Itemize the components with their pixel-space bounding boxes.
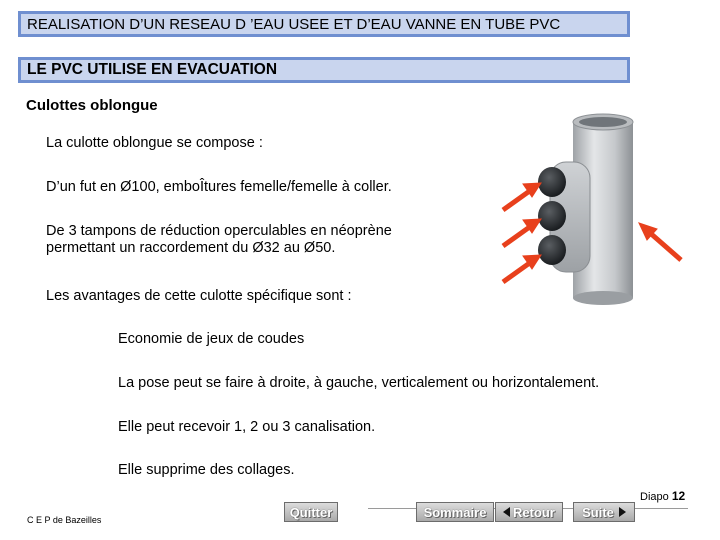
component-body-text: D’un fut en Ø100, emboÎtures femelle/femelle à coller. — [46, 179, 392, 195]
quit-button[interactable] — [284, 502, 338, 522]
right-triangle-icon — [619, 507, 626, 517]
back-button[interactable] — [495, 502, 563, 522]
quit-button-label: Quitter — [289, 504, 333, 520]
slide-counter — [640, 489, 685, 503]
section-title-text: LE PVC UTILISE EN EVACUATION — [27, 61, 278, 78]
summary-button-label: Sommaire — [423, 504, 487, 520]
next-button-label: Suite — [582, 504, 614, 520]
advantage-item: Elle peut recevoir 1, 2 ou 3 canalisation. — [118, 419, 376, 435]
next-button[interactable] — [573, 502, 635, 522]
page-title — [18, 11, 630, 37]
organization-label: C E P de Bazeilles — [27, 515, 102, 525]
pvc-oblong-fitting-image — [495, 110, 690, 315]
intro-text: La culotte oblongue se compose : — [46, 135, 263, 151]
advantage-item: La pose peut se faire à droite, à gauche, verticalement ou horizontalement. — [118, 375, 600, 391]
page-title-text: REALISATION D’UN RESEAU D ’EAU USEE ET D’EAU VANNE EN TUBE PVC — [27, 15, 561, 33]
component-plugs-text-line1: De 3 tampons de réduction operculables en néoprène — [46, 223, 392, 239]
content-heading: Culottes oblongue — [26, 97, 158, 114]
advantage-item: Elle supprime des collages. — [118, 462, 295, 478]
slide-label: Diapo — [640, 491, 669, 503]
left-triangle-icon — [503, 507, 510, 517]
section-title — [18, 57, 630, 83]
advantages-intro-text: Les avantages de cette culotte spécifique sont : — [46, 288, 352, 304]
component-plugs-text-line2: permettant un raccordement du Ø32 au Ø50. — [46, 240, 336, 256]
advantage-item: Economie de jeux de coudes — [118, 331, 305, 347]
reduction-plugs — [538, 167, 566, 265]
back-button-label: Retour — [513, 504, 555, 520]
slide-number: 12 — [671, 489, 686, 503]
summary-button[interactable] — [416, 502, 494, 522]
